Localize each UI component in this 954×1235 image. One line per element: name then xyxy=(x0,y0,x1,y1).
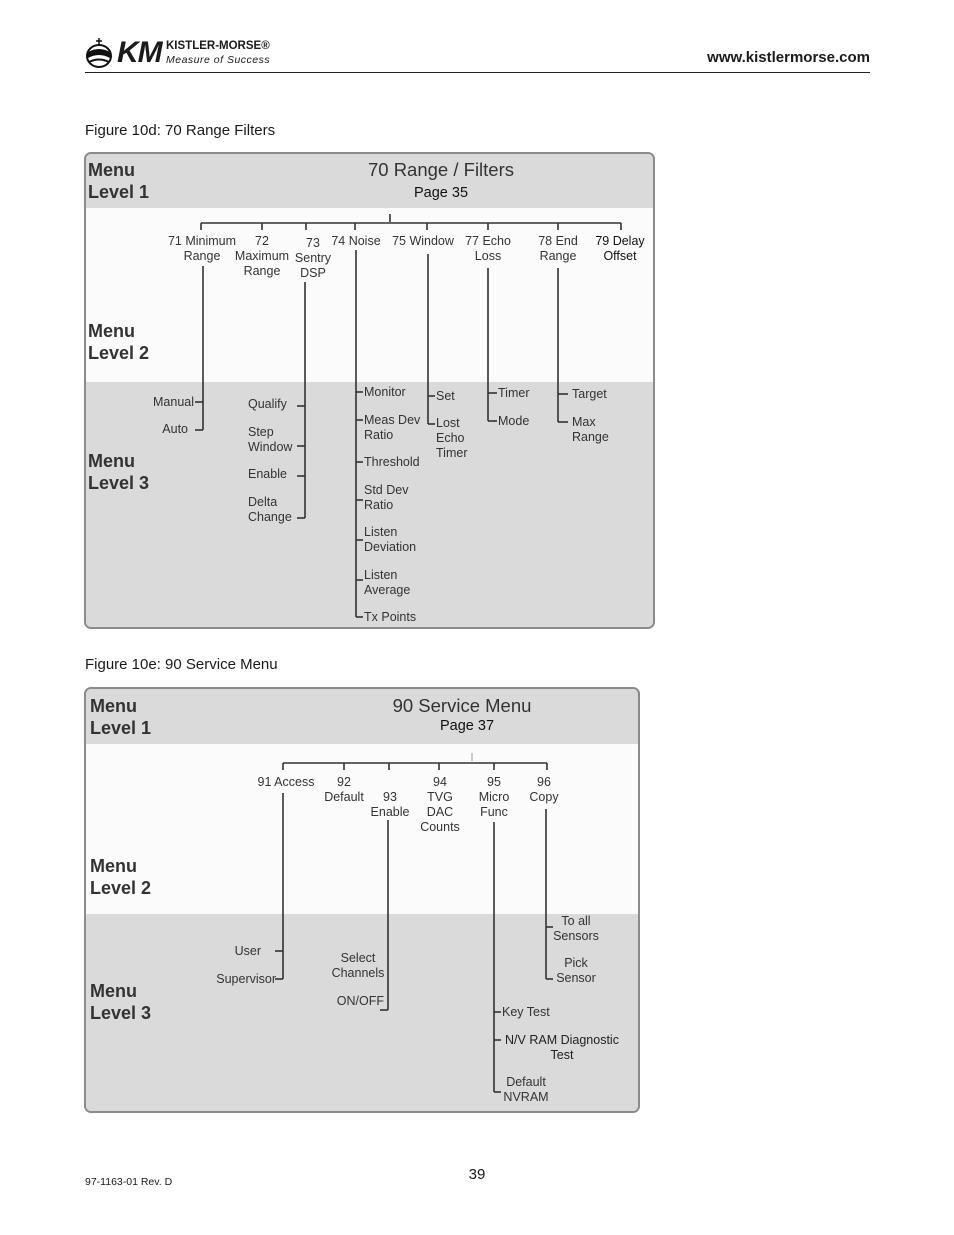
option-tx-points: Tx Points xyxy=(364,610,417,624)
option-qualify: Qualify xyxy=(248,397,287,411)
menu-level-3-label: Menu Level 3 xyxy=(88,451,150,493)
menu-90-page: Page 37 xyxy=(439,718,495,734)
menu-70-page: Page 35 xyxy=(413,185,469,201)
website-url[interactable]: www.kistlermorse.com xyxy=(707,49,870,66)
option-mode: Mode xyxy=(498,414,530,428)
option-manual: Manual xyxy=(153,395,194,409)
option-set: Set xyxy=(436,389,455,403)
menu-94-tvg-dac-counts: 94 TVG DAC Counts xyxy=(420,775,460,834)
option-listen-average: Listen Average xyxy=(364,568,411,597)
figure-10d-caption: Figure 10d: 70 Range Filters xyxy=(85,122,276,139)
header-rule xyxy=(85,72,870,73)
option-target: Target xyxy=(572,387,607,401)
option-pick-sensor: Pick Sensor xyxy=(556,956,596,985)
option-select-channels: Select Channels xyxy=(331,951,385,980)
option-on-off: ON/OFF xyxy=(336,994,384,1008)
option-delta-change: Delta Change xyxy=(248,495,292,524)
menu-level-2-label: Menu Level 2 xyxy=(88,321,150,363)
option-monitor: Monitor xyxy=(364,385,406,399)
option-step-window: Step Window xyxy=(248,425,293,454)
option-threshold: Threshold xyxy=(364,455,420,469)
menu-96-copy: 96 Copy xyxy=(529,775,559,804)
option-enable: Enable xyxy=(248,467,287,481)
menu-74-noise: 74 Noise xyxy=(331,234,381,248)
option-key-test: Key Test xyxy=(502,1005,550,1019)
option-user: User xyxy=(234,944,261,958)
menu-70-title: 70 Range / Filters xyxy=(367,159,514,180)
menu-level-1-label: Menu Level 1 xyxy=(88,160,150,202)
option-std-dev-ratio: Std Dev Ratio xyxy=(364,483,409,512)
menu-73-sentry-dsp: 73 Sentry DSP xyxy=(294,236,332,280)
option-supervisor: Supervisor xyxy=(216,972,276,986)
option-meas-dev-ratio: Meas Dev Ratio xyxy=(364,413,421,442)
menu-78-end-range: 78 End Range xyxy=(538,234,578,263)
option-auto: Auto xyxy=(162,422,188,436)
option-to-all-sensors: To all Sensors xyxy=(553,914,599,943)
figure-10d-panel xyxy=(84,152,655,629)
menu-level-3-label: Menu Level 3 xyxy=(90,981,152,1023)
menu-90-title: 90 Service Menu xyxy=(392,695,532,716)
option-timer: Timer xyxy=(498,386,530,400)
menu-92-default: 92 Default xyxy=(324,775,364,804)
document-number: 97-1163-01 Rev. D xyxy=(85,1176,173,1188)
menu-72-maximum-range: 72 Maximum Range xyxy=(234,234,290,278)
logo-km: KM xyxy=(117,36,162,69)
option-max-range: Max Range xyxy=(572,415,609,444)
menu-75-window: 75 Window xyxy=(392,234,454,248)
brand-name: KISTLER-MORSE® xyxy=(166,40,270,52)
figure-10e-panel xyxy=(84,687,640,1113)
menu-level-1-label: Menu Level 1 xyxy=(90,696,152,738)
menu-79-delay-offset: 79 Delay Offset xyxy=(595,234,645,263)
menu-level-2-label: Menu Level 2 xyxy=(90,856,152,898)
globe-logo-icon xyxy=(85,36,113,70)
option-default-nvram: Default NVRAM xyxy=(503,1075,549,1104)
option-nv-ram-diagnostic-test: N/V RAM Diagnostic Test xyxy=(505,1033,619,1062)
menu-71-minimum-range: 71 Minimum Range xyxy=(167,234,237,263)
menu-91-access: 91 Access xyxy=(257,775,315,789)
menu-95-micro-func: 95 Micro Func xyxy=(478,775,510,819)
option-listen-deviation: Listen Deviation xyxy=(364,525,417,554)
brand-tagline: Measure of Success xyxy=(166,54,271,66)
option-lost-echo-timer: Lost Echo Timer xyxy=(436,416,468,460)
menu-77-echo-loss: 77 Echo Loss xyxy=(465,234,511,263)
page-number: 39 xyxy=(468,1166,486,1183)
menu-93-enable: 93 Enable xyxy=(370,790,410,819)
figure-10e-caption: Figure 10e: 90 Service Menu xyxy=(85,656,278,673)
